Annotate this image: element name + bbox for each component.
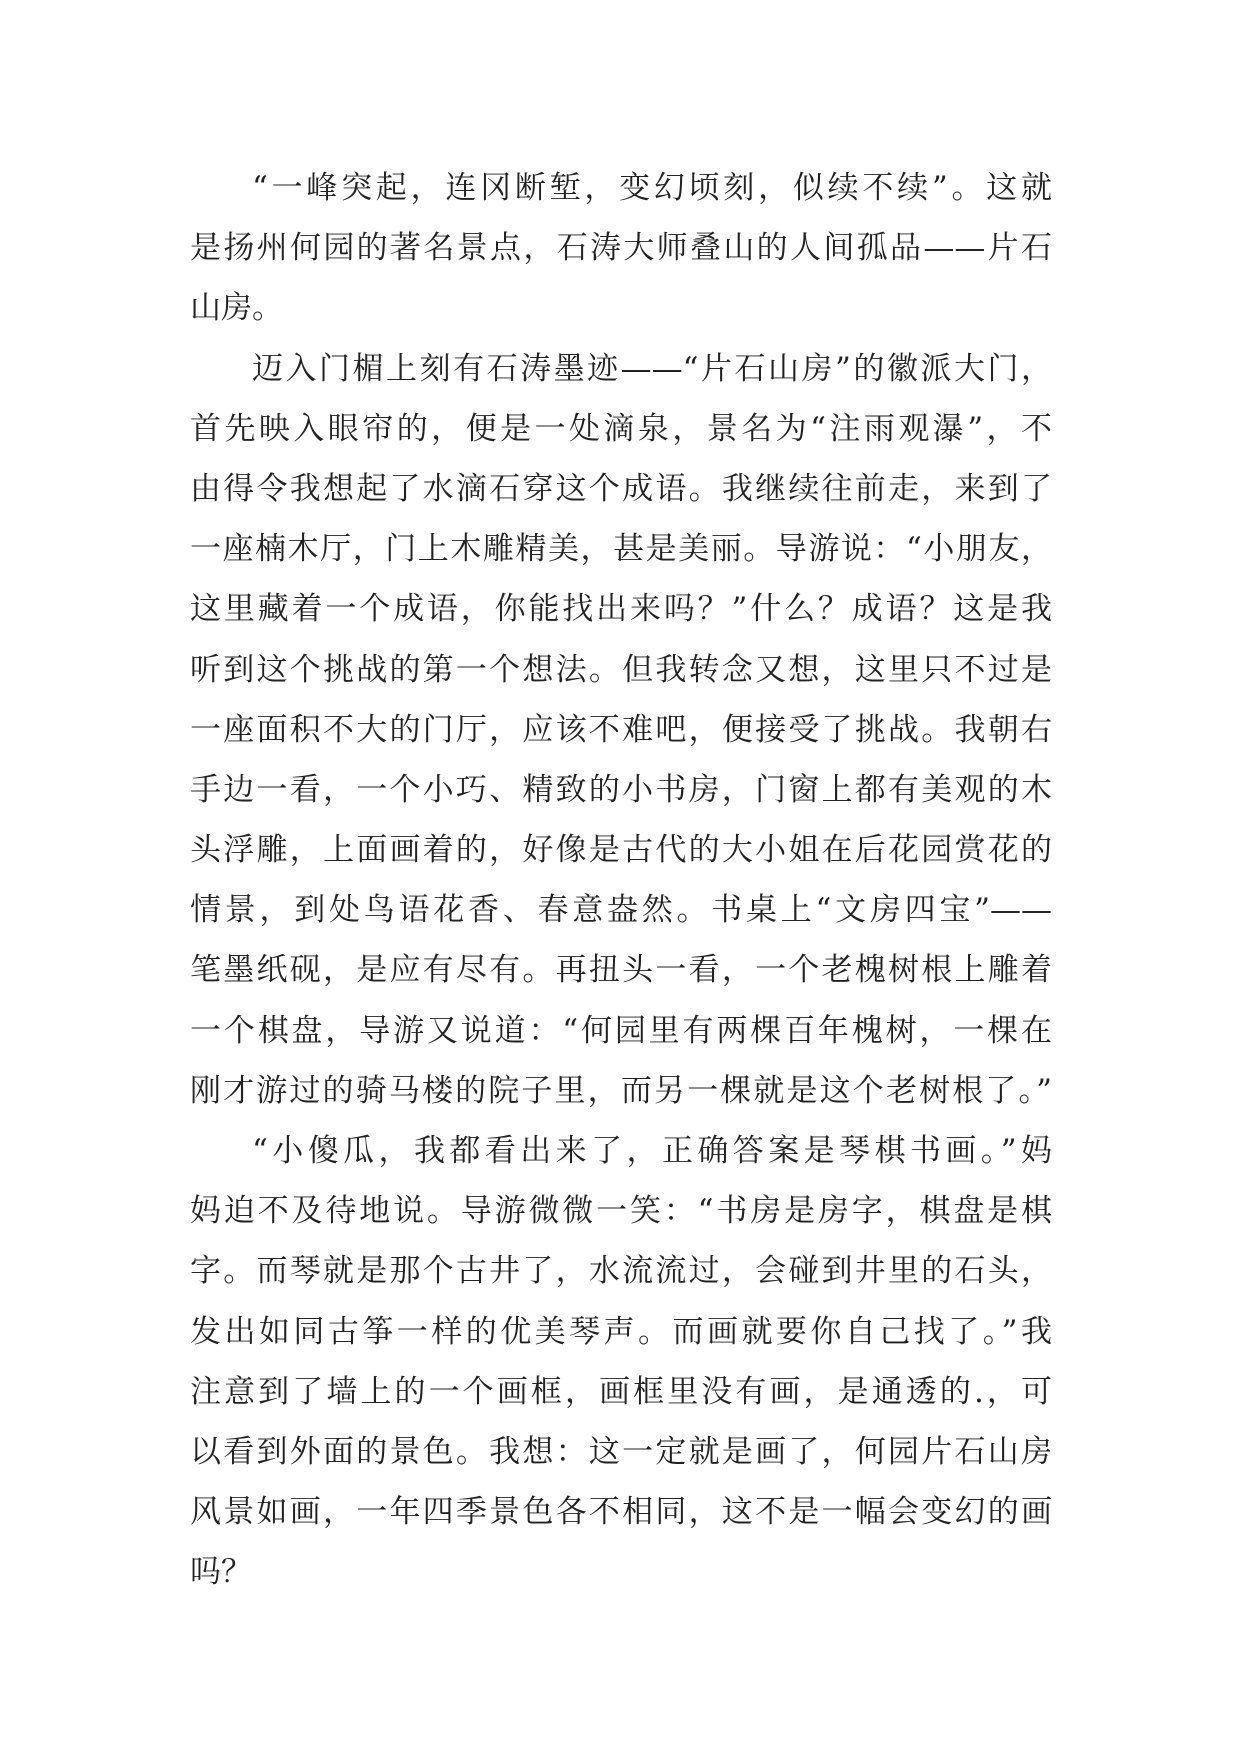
text-line: 这里藏着一个成语，你能找出来吗？”什么？成语？这是我 (190, 591, 1052, 628)
text-line: 注意到了墙上的一个画框，画框里没有画，是通透的.，可 (190, 1373, 1052, 1410)
text-line: “小傻瓜，我都看出来了，正确答案是琴棋书画。”妈 (252, 1133, 1052, 1169)
paragraph-1 (190, 158, 1052, 339)
text-line: 迈入门楣上刻有石涛墨迹——“片石山房”的徽派大门， (252, 350, 1052, 387)
text-line: 刚才游过的骑马楼的院子里，而另一棵就是这个老树根了。” (190, 1072, 1052, 1109)
text-line: 风景如画，一年四季景色各不相同，这不是一幅会变幻的画 (190, 1494, 1052, 1531)
text-line: 由得令我想起了水滴石穿这个成语。我继续往前走，来到了 (190, 470, 1052, 507)
article-body (190, 158, 1052, 1603)
text-line: 一座面积不大的门厅，应该不难吧，便接受了挑战。我朝右 (190, 711, 1052, 748)
text-line: 一个棋盘，导游又说道：“何园里有两棵百年槐树，一棵在 (190, 1012, 1052, 1049)
text-line: “一峰突起，连冈断堑，变幻顷刻，似续不续”。这就 (252, 170, 1052, 206)
text-line: 是扬州何园的著名景点，石涛大师叠山的人间孤品——片石 (190, 230, 1052, 267)
paragraph-2 (190, 339, 1052, 1121)
text-line: 头浮雕，上面画着的，好像是古代的大小姐在后花园赏花的 (190, 832, 1052, 869)
text-line: 吗？ (190, 1554, 252, 1591)
text-line: 妈迫不及待地说。导游微微一笑：“书房是房字，棋盘是棋 (190, 1193, 1052, 1230)
text-line: 笔墨纸砚，是应有尽有。再扭头一看，一个老槐树根上雕着 (190, 952, 1052, 989)
paragraph-3 (190, 1121, 1052, 1603)
text-line: 一座楠木厅，门上木雕精美，甚是美丽。导游说：“小朋友， (190, 531, 1052, 568)
text-line: 发出如同古筝一样的优美琴声。而画就要你自己找了。”我 (190, 1313, 1052, 1350)
text-line: 首先映入眼帘的，便是一处滴泉，景名为“注雨观瀑”，不 (190, 410, 1052, 447)
text-line: 以看到外面的景色。我想：这一定就是画了，何园片石山房 (190, 1433, 1052, 1470)
text-line: 情景，到处鸟语花香、春意盎然。书桌上“文房四宝”—— (190, 892, 1052, 929)
text-line: 听到这个挑战的第一个想法。但我转念又想，这里只不过是 (190, 651, 1052, 688)
text-line: 山房。 (190, 290, 283, 327)
text-line: 字。而琴就是那个古井了，水流流过，会碰到井里的石头， (190, 1253, 1052, 1290)
text-line: 手边一看，一个小巧、精致的小书房，门窗上都有美观的木 (190, 771, 1052, 808)
